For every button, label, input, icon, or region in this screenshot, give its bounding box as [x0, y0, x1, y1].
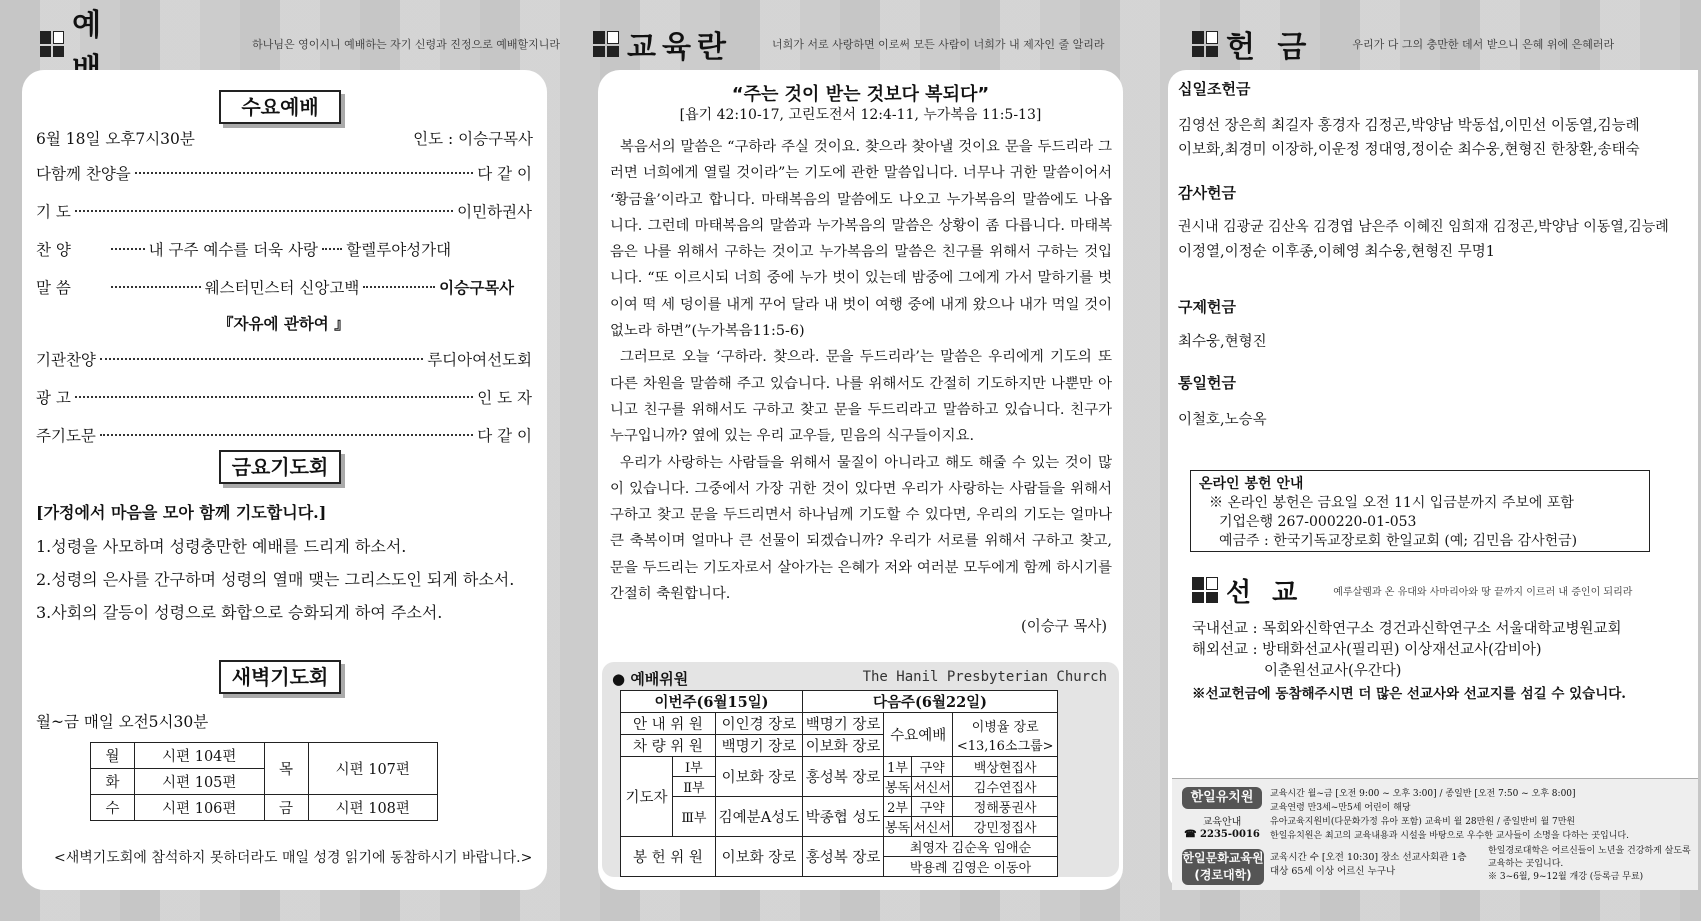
- thanks-names: 이정열,이정순 이후종,이혜영 최수웅,현형진 무명1: [1178, 244, 1496, 260]
- order-row: 다함께 찬양을 다 같 이: [36, 165, 532, 183]
- grid-icon: [593, 31, 619, 57]
- education-card: [598, 70, 1123, 890]
- senior-desc: 한일경로대학은 어르신들이 노년을 건강하게 살도록 교육하는 곳입니다. ※ 3~6월, 9~12월 개강 (등록금 무료): [1488, 846, 1691, 882]
- relief-heading: 구제헌금: [1178, 298, 1236, 316]
- headline: “주는 것이 받는 것보다 복되다”: [731, 84, 990, 105]
- overseas-mission: 이춘원선교사(우간다): [1264, 663, 1402, 679]
- education-title: 교육란: [627, 30, 732, 65]
- unity-heading: 통일헌금: [1178, 374, 1236, 392]
- thanks-heading: 감사헌금: [1178, 184, 1236, 202]
- thanks-names: 권시내 김광균 김산옥 김경엽 남은주 이혜진 임희재 김정곤,박양남 이동열,김능례: [1178, 219, 1669, 235]
- worship-title: 예: [72, 8, 108, 43]
- ministry-panel: [1172, 778, 1698, 890]
- education-column: [573, 0, 1133, 921]
- worship-motto: 하나님은 영이시니 예배하는 자기 신령과 진정으로 예배할지니라: [252, 38, 560, 51]
- online-heading: 온라인 봉헌 안내: [1199, 476, 1304, 492]
- online-bank: 기업은행 267-000220-01-053: [1219, 514, 1417, 530]
- offering-title: 헌 금: [1226, 30, 1313, 65]
- kinder-details: 교육시간 월~금 [오전 9:00 ~ 오후 3:00] / 종일반 [오전 7:50 ~ 오후 8:00] 교육연령 만3세~만5세 어린이 해당 유아교육지원비(다문화가정 유아 포함) 교육비 월 28만원 / 종일반비 월 7만원 한일유치원은 최고의 교육내용과 시설을 바탕으로 우수한 교사들이 소명을 다하는 곳입니다.: [1270, 789, 1629, 841]
- mission-title: 선 교: [1226, 577, 1304, 608]
- online-holder: 예금주 : 한국기독교장로회 한일교회 (예; 김민음 감사헌금): [1219, 533, 1578, 549]
- grid-icon: [1192, 577, 1218, 603]
- staff-panel: [602, 662, 1119, 877]
- wed-heading: 수요예배: [219, 90, 341, 124]
- kinder-info: 교육안내: [1202, 817, 1242, 828]
- wed-date: 6월 18일 오후7시30분: [36, 130, 195, 148]
- relief-names: 최수웅,현형진: [1178, 334, 1267, 350]
- offering-card: [1168, 70, 1698, 890]
- tithe-names: 이보화,최경미 이장하,이운정 정대영,정이순 최수웅,현형진 한창환,송태숙: [1178, 142, 1640, 158]
- worship-card: [22, 70, 547, 890]
- education-header: [593, 22, 1104, 66]
- dawn-heading: 새벽기도회: [219, 660, 341, 694]
- kinder-tel: ☎ 2235-0016: [1184, 829, 1260, 840]
- offering-column: [1150, 0, 1701, 921]
- author: (이승구 목사): [1021, 619, 1107, 635]
- paragraph: 복음서의 말씀은 “구하라 주실 것이요. 찾으라 찾아낼 것이요 문을 두드리라 그러면 너희에게 열릴 것이라”는 기도에 관한 말씀입니다. 너무나 귀한 말씀이어서 ‘황금율’이라고 합니다. 마태복음의 말씀에도 나오고 누가복음의 말씀에도 나옵니다. 그런데 마태복음의 말씀과 누가복음의 말씀은 상황이 좀 다릅니다. 마태복음은 나를 위해서 구하는 것이고 누가복음의 말씀은 친구를 위해서 구하는 것입니다. “또 이르시되 너희 중에 누가 벗이 있는데 밤중에 그에게 가서 말하기를 벗이여 떡 세 덩이를 내게 꾸어 달라 내 벗이 여행 중에 내게 왔으나 내가 먹일 것이 없노라 하면”(누가복음11:5-6): [610, 139, 1112, 340]
- kinder-name: 한일유치원: [1182, 787, 1262, 809]
- fri-item: 2.성령의 은사를 간구하며 성령의 열매 맺는 그리스도인 되게 하소서.: [36, 570, 515, 589]
- paragraph: 우리가 사랑하는 사람들을 위해서 물질이 아니라고 해도 해줄 수 있는 것이 많이 있습니다. 그중에서 가장 귀한 것이 있다면 우리가 사랑하는 사람들을 위해서 구하고 찾고 문을 두드리면서 하나님께 기도할 수 있다면, 우리의 기도는 얼마나 큰 축복이며 얼마나 큰 선물이 되겠습니까? 우리가 서로를 위해서 구하고 찾고, 문을 두드리는 기도자로서 살아가는 은혜가 저와 여러분 모두에게 함께 하시기를 간절히 축원합니다.: [610, 454, 1112, 603]
- mission-note: ※선교헌금에 동참해주시면 더 많은 선교사와 선교지를 섬길 수 있습니다.: [1192, 686, 1626, 702]
- online-box: [1190, 470, 1650, 552]
- online-note: ※ 온라인 봉헌은 금요일 오전 11시 입금분까지 주보에 포함: [1209, 495, 1574, 511]
- tithe-names: 김영선 장은희 최길자 홍경자 김정곤,박양남 박동섭,이민선 이동열,김능례: [1178, 118, 1640, 134]
- order-row: 주기도문 다 같 이: [36, 427, 532, 445]
- overseas-mission: 해외선교 : 방태화선교사(필리핀) 이상재선교사(감비아): [1192, 642, 1542, 658]
- order-row: 기관찬양 루디아여선도회: [36, 351, 532, 369]
- order-row: 말 씀 웨스터민스터 신앙고백 이승구목사: [36, 278, 515, 297]
- order-row: 기 도 이민하권사: [36, 203, 532, 221]
- mission-header: [1192, 568, 1632, 612]
- dawn-time: 월~금 매일 오전5시30분: [36, 713, 209, 731]
- staff-heading: ● 예배위원: [612, 670, 689, 688]
- senior-name: 한일문화교육원 (경로대학): [1182, 849, 1264, 885]
- sermon-title: 『자유에 관하여 』: [218, 314, 350, 333]
- church-name: The Hanil Presbyterian Church: [862, 669, 1107, 685]
- fri-heading: 금요기도회: [219, 450, 341, 484]
- fri-item: 3.사회의 갈등이 성령으로 화합으로 승화되게 하여 주소서.: [36, 603, 443, 622]
- education-motto: 너희가 서로 사랑하면 이로써 모든 사람이 너희가 내 제자인 줄 알리라: [771, 38, 1105, 51]
- paragraph: 그러므로 오늘 ‘구하라. 찾으라. 문을 두드리라’는 말씀은 우리에게 기도의 또 다른 차원을 말씀해 주고 있습니다. 나를 위해서도 간절히 기도하지만 나뿐만 아니고 친구를 위해서도 구하고 찾고 문을 두드리라고 말씀하고 있습니다. 친구가 누구입니까? 옆에 있는 우리 교우들, 믿음의 식구들이지요.: [610, 349, 1112, 445]
- worship-header: [40, 8, 560, 66]
- tithe-heading: 십일조헌금: [1178, 80, 1251, 98]
- dawn-note: <새벽기도회에 참석하지 못하더라도 매일 성경 읽기에 동참하시기 바랍니다.>: [54, 850, 533, 866]
- grid-icon: [1192, 31, 1218, 57]
- staff-table: 이번주(6월15일) 다음주(6월22일) 안 내 위 원 이인경 장로 백명기 장로 수요예배 이병율 장로 <13,16소그룹> 차 량 위 원 백명기 장로 이보화 장로 기도자 Ⅰ부 이보화 장로 홍성복 장로 1부 구약 백상현집사 Ⅱ부 봉독 서신서 김수연집사 Ⅲ부 김예분A성도 박종협 성도 2부 구약 정해풍권사 봉독 서신서 강민정집사 봉 헌 위 원 이보화 장로 홍성복 장로 최영자 김순옥 임애순 박용례 김영은 이동아: [620, 690, 1058, 877]
- sermon-text: [610, 134, 1112, 607]
- grid-icon: [40, 31, 64, 57]
- scripture-refs: [욥기 42:10-17, 고린도전서 12:4-11, 누가복음 11:5-13]: [679, 107, 1042, 123]
- senior-details: 교육시간 수 [오전 10:30] 장소 선교사회관 1층 대상 65세 이상 어르신 누구나: [1270, 852, 1467, 877]
- unity-names: 이철호,노승옥: [1178, 412, 1267, 428]
- wed-leader: 인도 : 이승구목사: [413, 130, 533, 148]
- fri-sub: [가정에서 마음을 모아 함께 기도합니다.]: [36, 503, 327, 522]
- offering-motto: 우리가 다 그의 충만한 데서 받으니 은혜 위에 은혜러라: [1352, 38, 1615, 51]
- order-row: 광 고 인 도 자: [36, 389, 532, 407]
- fri-item: 1.성령을 사모하며 성령충만한 예배를 드리게 하소서.: [36, 537, 407, 556]
- worship-column: [0, 0, 560, 921]
- mission-motto: 예루살렘과 온 유대와 사마리아와 땅 끝까지 이르러 내 증인이 되리라: [1333, 586, 1633, 598]
- order-row: 찬 양 내 구주 예수를 더욱 사랑 할렐루야성가대: [36, 241, 452, 259]
- offering-header: [1192, 22, 1614, 66]
- domestic-mission: 국내선교 : 목회와신학연구소 경건과신학연구소 서울대학교병원교회: [1192, 621, 1622, 637]
- dawn-psalm-table: 월 시편 104편 목 시편 107편 화 시편 105편 수 시편 106편 금 시편 108편: [90, 742, 438, 821]
